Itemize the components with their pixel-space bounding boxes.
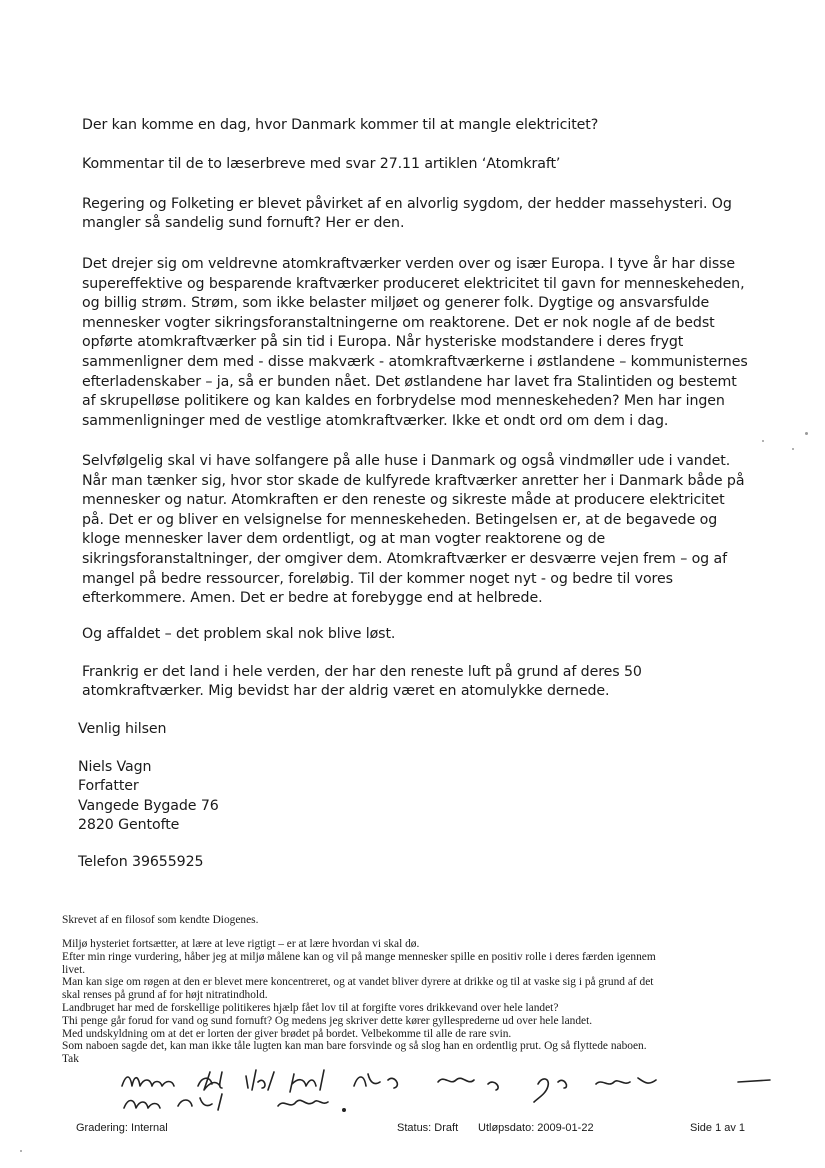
note-line: Efter min ringe vurdering, håber jeg at miljø målene kan og vil på mange mennesker spille en positiv rolle i deres færden igennem <box>62 950 656 963</box>
text-line: mennesker vogter sikringsforanstaltningerne om reaktorene. Det er nok nogle af de bedst <box>82 314 715 331</box>
text-line: mangler så sandelig sund fornuft? Her er den. <box>82 215 405 232</box>
text-line: Regering og Folketing er blevet påvirket af en alvorlig sygdom, der hedder massehysteri. Og <box>82 196 732 212</box>
author-name: Niels Vagn <box>78 759 152 775</box>
note-line: Med undskyldning om at det er lorten der giver brødet på bordet. Velbekomme til alle de rare svin. <box>62 1027 512 1040</box>
text-line: Selvfølgelig skal vi have solfangere på alle huse i Danmark og også vindmøller ude i vandet. <box>82 453 731 469</box>
author-city: 2820 Gentofte <box>78 817 180 834</box>
document-subtitle: Kommentar til de to læserbreve med svar 27.11 artiklen ‘Atomkraft’ <box>82 156 561 172</box>
note-line: Tak <box>62 1053 79 1066</box>
signature-block <box>78 758 378 836</box>
text-line: atomkraftværker. Mig bevidst har der aldrig været en atomulykke dernede. <box>82 683 610 700</box>
text-line: Det drejer sig om veldrevne atomkraftværker verden over og især Europa. I tyve år har disse <box>82 256 736 272</box>
body-paragraph-4 <box>82 625 782 644</box>
body-paragraph-5 <box>82 663 782 702</box>
text-line: efterladenskaber – ja, så er bunden nået. Det østlandene har lavet fra Stalintiden og bestemt <box>82 373 737 390</box>
scan-speck <box>20 1150 22 1152</box>
note-line: Man kan sige om røgen at den er blevet mere koncentreret, og at vandet bliver dyrere at drikke og til at vaske sig i på grund af det <box>62 976 654 989</box>
footer-expiry: Utløpsdato: 2009-01-22 <box>478 1122 594 1134</box>
footer-status: Status: Draft <box>397 1122 459 1134</box>
body-paragraph-3 <box>82 452 802 609</box>
handwritten-annotation <box>118 1068 778 1118</box>
author-street: Vangede Bygade 76 <box>78 797 219 814</box>
text-line: mennesker og natur. Atomkraften er den reneste og sikreste måde at producere elektricitet <box>82 492 725 509</box>
text-line: af skrupelløse politikere og kan kaldes en forbrydelse mod menneskeheden? Men har ingen <box>82 393 725 410</box>
text-line: efterkommere. Amen. Det er bedre at forebygge end at helbrede. <box>82 590 543 607</box>
footer-classification: Gradering: Internal <box>76 1122 168 1134</box>
note-line: Thi penge går forud for vand og sund fornuft? Og medens jeg skriver dette kører gyllesprederne ud over hele landet. <box>62 1014 593 1027</box>
note-line: Landbruget har med de forskellige politikeres hjælp fået lov til at forgifte vores drikkevand over hele landet? <box>62 1001 559 1014</box>
text-line: sammenligninger med de vestlige atomkraftværker. Ikke et ondt ord om dem i dag. <box>82 412 669 429</box>
body-paragraph-1 <box>82 195 802 234</box>
footer-page-number: Side 1 av 1 <box>690 1122 746 1134</box>
scan-speck <box>792 448 794 450</box>
closing-greeting: Venlig hilsen <box>78 721 167 737</box>
note-body <box>62 938 772 1066</box>
note-line: Som naboen sagde det, kan man ikke tåle lugten kan man bare forsvinde og så slog han en ordentlig prut. Og så flyttede naboen. <box>62 1040 647 1053</box>
text-line: opførte atomkraftværker på sin tid i Europa. Når hysteriske modstandere i deres frygt <box>82 334 684 351</box>
note-heading: Skrevet af en filosof som kendte Diogenes. <box>62 914 259 926</box>
text-line: og billig strøm. Strøm, som ikke belaster miljøet og generer folk. Dygtige og ansvarsfulde <box>82 295 710 312</box>
scan-speck <box>762 440 764 442</box>
text-line: sikringsforanstaltninger, der omgiver dem. Atomkraftværker er desværre vejen frem – og af <box>82 550 727 567</box>
text-line: Når man tænker sig, hvor stor skade de kulfyrede kraftværker anretter her i Danmark både på <box>82 472 745 489</box>
body-paragraph-2 <box>82 255 802 431</box>
text-line: sammenligner dem med - disse makværk - atomkraftværkerne i østlandene – kommunisternes <box>82 353 748 370</box>
text-line: supereffektive og besparende kraftværker produceret elektricitet til gavn for menneskeheden, <box>82 275 745 292</box>
text-line: Og affaldet – det problem skal nok blive løst. <box>82 626 396 642</box>
note-line: livet. <box>62 963 86 976</box>
note-line: skal renses på grund af for højt nitratindhold. <box>62 989 268 1002</box>
note-line: Miljø hysteriet fortsætter, at lære at leve rigtigt – er at lære hvordan vi skal dø. <box>62 938 420 950</box>
author-role: Forfatter <box>78 778 139 795</box>
text-line: på. Det er og bliver en velsignelse for menneskeheden. Betingelsen er, at de begavede og <box>82 511 718 528</box>
scan-speck <box>805 432 808 435</box>
text-line: kloge mennesker laver dem ordentligt, og at man vogter reaktorene og de <box>82 531 606 548</box>
author-phone: Telefon 39655925 <box>78 854 204 870</box>
text-line: Frankrig er det land i hele verden, der har den reneste luft på grund af deres 50 <box>82 664 642 680</box>
document-title: Der kan komme en dag, hvor Danmark kommer til at mangle elektricitet? <box>82 117 599 133</box>
text-line: mangel på bedre ressourcer, foreløbig. Til der kommer noget nyt - og bedre til vores <box>82 570 673 587</box>
